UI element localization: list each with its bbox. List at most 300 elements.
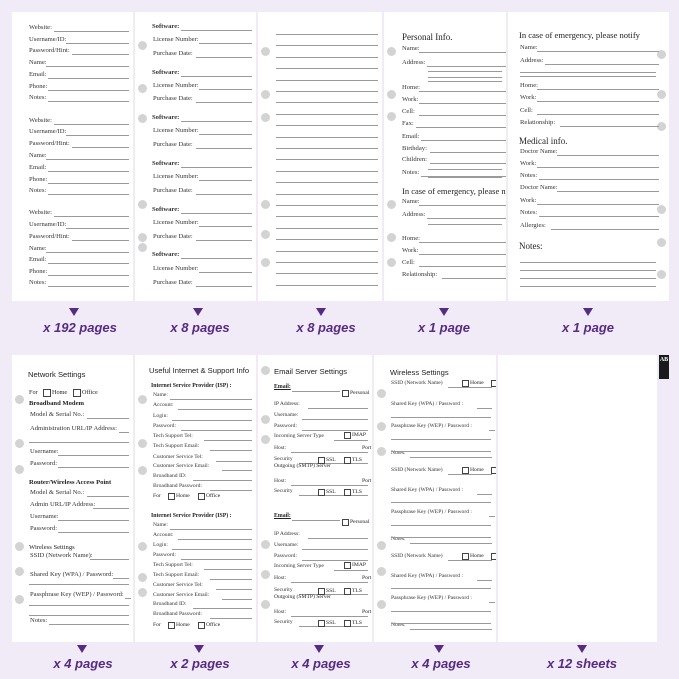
punch-hole: [138, 233, 147, 242]
field-line: [54, 124, 129, 125]
field-line: [334, 440, 368, 441]
field-line: [29, 584, 129, 585]
ssl-label: SSL: [326, 489, 336, 495]
field-label: SSID (Network Name): [391, 380, 443, 386]
field-label: Software:: [152, 160, 180, 167]
field-line: [537, 204, 660, 205]
field-label: Security: [274, 488, 293, 494]
field-line: [178, 409, 252, 410]
field-line: [48, 171, 129, 172]
section-title: Email Server Settings: [274, 367, 348, 376]
field-label: Security: [274, 619, 293, 625]
field-label: Login:: [153, 542, 168, 548]
field-label: Shared Key (WPA) / Password :: [391, 401, 464, 407]
field-label: Name:: [29, 152, 47, 159]
field-line: [427, 66, 506, 67]
field-line: [419, 91, 507, 92]
field-line: [196, 194, 252, 195]
field-line: [391, 502, 491, 503]
port-label: Port: [362, 445, 372, 451]
field-line: [391, 451, 491, 452]
field-line: [48, 194, 129, 195]
field-line: [54, 216, 129, 217]
checkbox-office: [491, 467, 496, 474]
field-label: Cell:: [520, 107, 533, 114]
caption-arrow: [439, 308, 449, 316]
home-label: Home: [470, 467, 484, 473]
tls-label: TLS: [352, 489, 362, 495]
notes-line: [520, 278, 656, 279]
for-label: For: [153, 622, 161, 628]
ssl-label: SSL: [326, 620, 336, 626]
notes-line: [276, 159, 378, 160]
field-line: [48, 275, 129, 276]
field-label: Purchase Date:: [153, 187, 193, 194]
caption-arrow: [194, 645, 204, 653]
notes-line: [276, 137, 378, 138]
field-label: Incoming Server Type: [274, 563, 324, 569]
checkbox-ssl: [318, 489, 325, 496]
field-line: [46, 66, 130, 67]
field-line: [204, 440, 252, 441]
field-line: [477, 494, 492, 495]
punch-hole: [387, 112, 396, 121]
field-line: [72, 147, 129, 148]
notes-line: [520, 270, 656, 271]
field-label: Notes:: [391, 622, 406, 628]
field-label: Phone:: [29, 83, 48, 90]
field-label: Model & Serial No.:: [30, 489, 85, 496]
checkbox-office: [73, 389, 81, 397]
field-label: Password:: [153, 423, 176, 429]
field-line: [29, 605, 129, 606]
page-emergency-medical: [508, 12, 669, 301]
punch-hole: [387, 47, 396, 56]
field-line: [58, 467, 129, 468]
page-software-licenses: [135, 12, 256, 301]
field-line: [302, 430, 368, 431]
field-label: Software:: [152, 23, 180, 30]
field-line: [210, 618, 252, 619]
field-label: Website:: [29, 117, 52, 124]
checkbox-home: [43, 389, 51, 397]
field-line: [48, 90, 129, 91]
field-label: Broadband ID:: [153, 601, 187, 607]
field-label: Shared Key (WPA) / Password:: [30, 571, 114, 578]
section-title: Personal Info.: [402, 32, 453, 42]
field-label: Address:: [520, 57, 544, 64]
field-line: [181, 430, 252, 431]
field-label: Broadband ID:: [153, 473, 187, 479]
field-label: Name:: [402, 45, 420, 52]
checkbox-office: [198, 622, 205, 629]
punch-hole: [138, 41, 147, 50]
for-label: For: [29, 389, 38, 396]
section-heading: Router/Wireless Access Point: [29, 479, 112, 486]
field-label: Tech Support Tel:: [153, 433, 193, 439]
field-label: Home:: [402, 84, 420, 91]
field-line: [181, 121, 252, 122]
field-line: [419, 254, 507, 255]
field-line: [557, 191, 659, 192]
field-line: [391, 623, 491, 624]
field-line: [448, 474, 492, 475]
field-label: IP Address:: [274, 401, 300, 407]
field-line: [199, 272, 253, 273]
field-label: Fax:: [402, 120, 414, 127]
field-line: [302, 549, 368, 550]
field-line: [90, 559, 129, 560]
field-line: [48, 286, 129, 287]
tab-label-ab: AB: [659, 355, 669, 379]
field-label: Customer Service Email:: [153, 463, 210, 469]
caption-arrow: [69, 308, 79, 316]
field-line: [196, 240, 252, 241]
field-label: Passphrase Key (WEP) / Password :: [391, 509, 472, 515]
field-line: [419, 52, 507, 53]
field-label: Name:: [153, 522, 168, 528]
field-label: Purchase Date:: [153, 233, 193, 240]
field-line: [292, 520, 340, 521]
punch-hole: [138, 542, 147, 551]
page-website-logins: [12, 12, 133, 301]
punch-hole: [387, 258, 396, 267]
field-line: [419, 115, 507, 116]
punch-hole: [138, 588, 147, 597]
field-label: Notes:: [30, 617, 48, 624]
section-heading: Email:: [274, 384, 291, 390]
field-line: [537, 114, 660, 115]
page-email-server: [258, 355, 372, 642]
punch-hole: [387, 233, 396, 242]
punch-hole: [261, 200, 270, 209]
field-line: [416, 127, 506, 128]
field-line: [291, 582, 369, 583]
field-label: Username:: [30, 513, 59, 520]
field-line: [199, 89, 253, 90]
field-label: Work:: [520, 160, 537, 167]
notes-line: [276, 114, 378, 115]
field-line: [66, 228, 129, 229]
field-label: Work:: [402, 96, 419, 103]
section-heading: Wireless Settings: [29, 544, 75, 551]
field-line: [560, 126, 659, 127]
field-line: [87, 418, 129, 419]
notes-line: [520, 262, 656, 263]
field-line: [170, 529, 253, 530]
field-line: [199, 134, 253, 135]
field-line: [448, 560, 492, 561]
checkbox-home: [462, 553, 469, 560]
caption-7: x 2 pages: [170, 656, 230, 671]
notes-line: [276, 34, 378, 35]
field-label: Password/Hint:: [29, 47, 70, 54]
field-line: [539, 179, 659, 180]
field-label: SSID (Network Name): [391, 467, 443, 473]
field-line: [58, 520, 129, 521]
field-line: [199, 180, 253, 181]
imap-label: IMAP: [352, 432, 366, 438]
field-label: Software:: [152, 69, 180, 76]
field-line: [557, 155, 659, 156]
punch-hole: [377, 389, 386, 398]
field-line: [291, 616, 369, 617]
field-label: Administration URL/IP Address:: [30, 425, 117, 432]
field-label: Notes:: [29, 187, 47, 194]
field-label: Notes:: [391, 536, 406, 542]
field-label: Name:: [29, 245, 47, 252]
field-label: Purchase Date:: [153, 95, 193, 102]
punch-hole: [261, 540, 270, 549]
punch-hole: [261, 435, 270, 444]
punch-hole: [15, 439, 24, 448]
field-line: [545, 64, 659, 65]
field-line: [193, 480, 252, 481]
caption-arrow: [314, 645, 324, 653]
punch-hole: [138, 84, 147, 93]
punch-hole: [657, 90, 666, 99]
field-label: Username/ID:: [29, 221, 67, 228]
caption-10: x 12 sheets: [546, 656, 618, 671]
field-label: Model & Serial No.:: [30, 411, 85, 418]
field-label: Shared Key (WPA) / Password :: [391, 573, 464, 579]
field-label: Name:: [520, 44, 538, 51]
field-line: [113, 578, 129, 579]
field-line: [48, 101, 129, 102]
field-line: [302, 419, 368, 420]
field-line: [430, 163, 506, 164]
field-line: [72, 240, 129, 241]
field-line: [308, 538, 368, 539]
checkbox-ssl: [318, 620, 325, 627]
field-label: Customer Service Tel:: [153, 454, 203, 460]
punch-hole: [15, 595, 24, 604]
field-label: Account:: [153, 532, 174, 538]
field-line: [66, 135, 129, 136]
office-label: Office: [206, 493, 221, 499]
field-label: Allergies:: [520, 222, 546, 229]
field-line: [222, 470, 252, 471]
field-label: Username:: [30, 448, 59, 455]
ssl-label: SSL: [326, 588, 336, 594]
field-line: [87, 496, 129, 497]
personal-label: Personal: [350, 390, 370, 396]
field-line: [428, 169, 502, 170]
caption-6: x 4 pages: [53, 656, 113, 671]
punch-hole: [261, 600, 270, 609]
section-title: Notes:: [519, 241, 543, 251]
field-label: SSID (Network Name):: [30, 552, 93, 559]
checkbox-personal: [342, 390, 349, 397]
page-personal-info: [384, 12, 506, 301]
punch-hole: [261, 47, 270, 56]
field-line: [410, 457, 492, 458]
page-lined-notes: [258, 12, 382, 301]
field-label: Phone:: [29, 176, 48, 183]
field-line: [419, 103, 507, 104]
page-blank-sheets: [498, 355, 657, 642]
field-label: Shared Key (WPA) / Password :: [391, 487, 464, 493]
notes-line: [276, 68, 378, 69]
punch-hole: [138, 395, 147, 404]
field-line: [477, 408, 492, 409]
field-line: [391, 417, 491, 418]
field-line: [49, 624, 129, 625]
notes-line: [276, 91, 378, 92]
notes-line: [276, 273, 378, 274]
section-title: Wireless Settings: [390, 368, 449, 377]
notes-line: [276, 102, 378, 103]
punch-hole: [377, 422, 386, 431]
punch-hole: [261, 415, 270, 424]
notes-line: [276, 228, 378, 229]
section-title: Network Settings: [28, 370, 86, 379]
page-network-settings: [12, 355, 133, 642]
section-title: Medical info.: [519, 136, 568, 146]
field-line: [520, 76, 656, 77]
field-line: [204, 569, 252, 570]
field-label: Email:: [29, 256, 47, 263]
field-label: Username/ID:: [29, 128, 67, 135]
field-line: [520, 72, 656, 73]
office-label: Office: [82, 389, 98, 396]
field-label: Notes:: [391, 450, 406, 456]
field-line: [391, 611, 491, 612]
field-label: Tech Support Email:: [153, 443, 200, 449]
checkbox-home: [168, 493, 175, 500]
home-label: Home: [470, 553, 484, 559]
punch-hole: [15, 395, 24, 404]
field-line: [172, 549, 252, 550]
ssl-label: SSL: [326, 457, 336, 463]
punch-hole: [261, 366, 270, 375]
field-line: [178, 539, 252, 540]
field-label: License Number:: [153, 219, 199, 226]
field-line: [428, 177, 502, 178]
field-label: License Number:: [153, 127, 199, 134]
field-line: [58, 455, 129, 456]
field-label: Doctor Name:: [520, 148, 558, 155]
field-line: [427, 218, 506, 219]
field-label: Notes:: [402, 169, 420, 176]
field-label: Host:: [274, 575, 287, 581]
page-internet-support: [135, 355, 256, 642]
field-line: [428, 77, 502, 78]
field-label: Tech Support Tel:: [153, 562, 193, 568]
field-label: Password:: [30, 525, 58, 532]
field-line: [299, 626, 368, 627]
field-label: License Number:: [153, 36, 199, 43]
field-label: Work:: [520, 197, 537, 204]
field-label: Broadband Password:: [153, 483, 202, 489]
field-label: Security: [274, 456, 293, 462]
field-label: Broadband Password:: [153, 611, 202, 617]
field-line: [93, 508, 129, 509]
field-label: Birthday:: [402, 145, 427, 152]
home-label: Home: [52, 389, 68, 396]
field-label: Doctor Name:: [520, 184, 558, 191]
field-line: [442, 278, 506, 279]
field-line: [216, 589, 252, 590]
field-label: Passphrase Key (WEP) / Password :: [391, 423, 472, 429]
notes-line: [276, 285, 378, 286]
punch-hole: [15, 567, 24, 576]
punch-hole: [138, 243, 147, 252]
field-label: Work:: [520, 94, 537, 101]
field-line: [29, 615, 129, 616]
tls-label: TLS: [352, 588, 362, 594]
field-label: Purchase Date:: [153, 141, 193, 148]
field-line: [125, 598, 131, 599]
punch-hole: [657, 205, 666, 214]
field-line: [539, 216, 659, 217]
checkbox-tls: [344, 489, 351, 496]
field-label: Cell:: [402, 259, 415, 266]
checkbox-home: [462, 467, 469, 474]
field-line: [477, 580, 492, 581]
notes-line: [276, 182, 378, 183]
field-line: [419, 242, 507, 243]
punch-hole: [138, 466, 147, 475]
field-label: Purchase Date:: [153, 50, 193, 57]
caption-3: x 8 pages: [296, 320, 356, 335]
field-label: Relationship:: [402, 271, 438, 278]
field-line: [46, 252, 130, 253]
caption-4: x 1 page: [417, 320, 471, 335]
field-line: [66, 43, 129, 44]
field-line: [54, 31, 129, 32]
field-label: License Number:: [153, 173, 199, 180]
punch-hole: [15, 465, 24, 474]
field-line: [181, 76, 252, 77]
field-line: [48, 263, 129, 264]
field-line: [428, 81, 502, 82]
caption-1: x 192 pages: [43, 320, 117, 335]
field-label: Name:: [402, 198, 420, 205]
field-line: [181, 258, 252, 259]
field-label: Account:: [153, 402, 174, 408]
notes-line: [276, 216, 378, 217]
field-line: [291, 452, 369, 453]
port-label: Port: [362, 575, 372, 581]
caption-arrow: [77, 645, 87, 653]
punch-hole: [387, 90, 396, 99]
notes-line: [276, 239, 378, 240]
field-label: Address:: [402, 211, 426, 218]
field-line: [58, 532, 129, 533]
punch-hole: [261, 113, 270, 122]
section-title: Useful Internet & Support Info: [149, 366, 250, 375]
field-line: [72, 54, 129, 55]
field-label: License Number:: [153, 265, 199, 272]
field-label: SSID (Network Name): [391, 553, 443, 559]
field-line: [537, 51, 660, 52]
punch-hole: [387, 200, 396, 209]
port-label: Port: [362, 478, 372, 484]
field-label: Work:: [402, 247, 419, 254]
field-line: [46, 159, 130, 160]
field-label: Host:: [274, 609, 287, 615]
section-title: In case of emergency, please n: [402, 186, 506, 196]
imap-label: IMAP: [352, 562, 366, 568]
field-line: [196, 57, 252, 58]
caption-arrow: [577, 645, 587, 653]
caption-5: x 1 page: [561, 320, 615, 335]
punch-hole: [138, 439, 147, 448]
notes-line: [276, 57, 378, 58]
field-label: Address:: [402, 59, 426, 66]
field-line: [119, 432, 129, 433]
